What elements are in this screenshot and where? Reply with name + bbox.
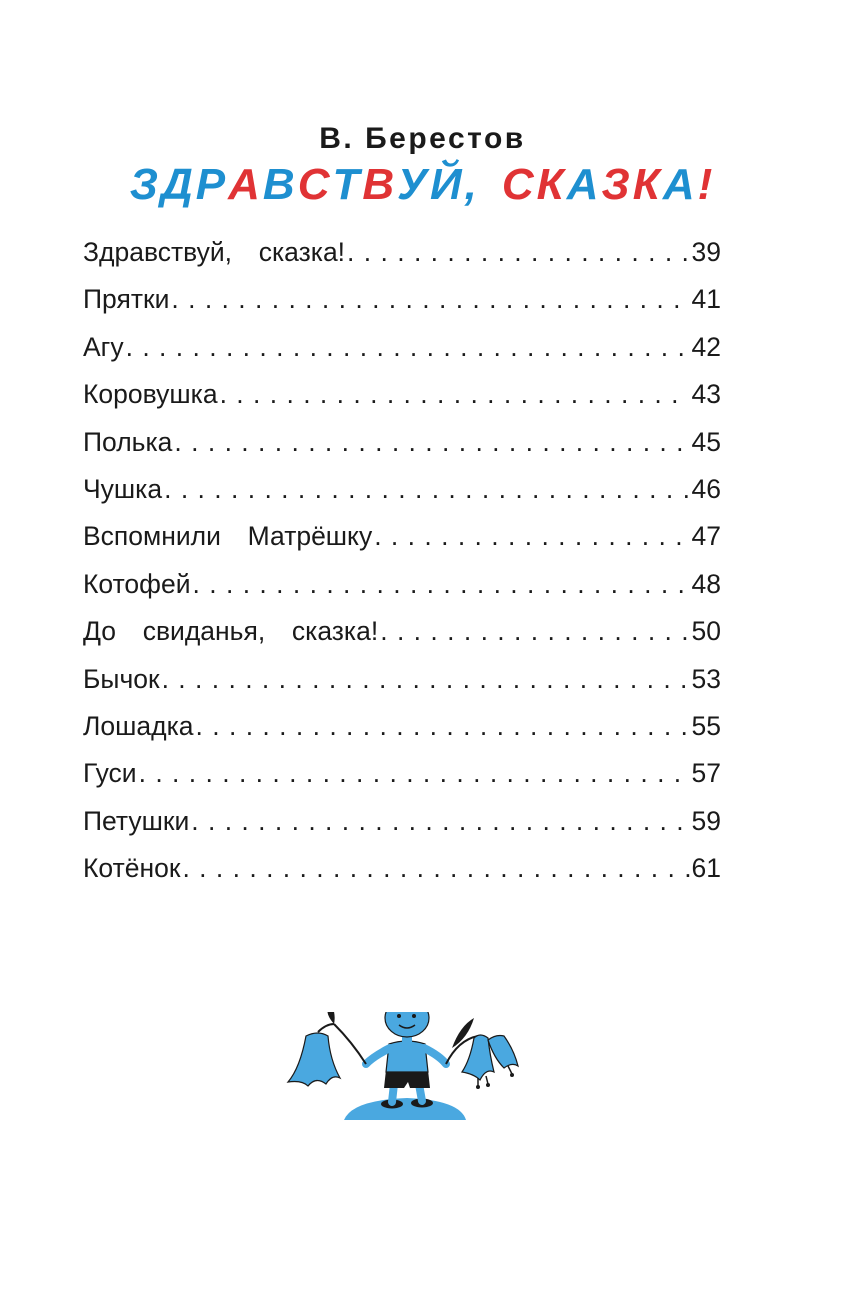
toc-entry[interactable] (83, 703, 721, 750)
right-eye (412, 1014, 416, 1018)
toc-entry-title: Гуси (83, 758, 137, 789)
toc-entry-title: Чушка (83, 473, 163, 504)
toc-entry-page: 47 (691, 521, 721, 552)
author-name: В. Берестов (319, 122, 526, 155)
toc-entry-page: 55 (691, 710, 721, 741)
left-arm (366, 1048, 390, 1064)
title-letter: В (262, 160, 298, 209)
toc-dot-leader (162, 656, 690, 703)
toc-dot-leader (220, 371, 690, 418)
title-letter: З (129, 160, 161, 209)
title-letter: С (297, 160, 333, 209)
toc-dot-leader (193, 561, 690, 608)
toc-entry-title: Агу (83, 331, 124, 362)
toc-entry-title: Бычок (83, 663, 160, 694)
toc-entry-title: До свиданья, сказка! (83, 616, 379, 647)
title-letter: С (501, 160, 537, 209)
book-section-title (0, 160, 845, 210)
toc-dot-leader (182, 845, 689, 892)
toc-dot-leader (191, 798, 689, 845)
toc-dot-leader (374, 513, 689, 560)
toc-entry[interactable] (83, 324, 721, 371)
title-letter: Р (195, 160, 229, 209)
toc-dot-leader (380, 608, 689, 655)
left-bluebell (288, 1033, 340, 1086)
title-letter: А (566, 160, 602, 209)
title-letter: ! (697, 160, 716, 209)
toc-entry-page: 46 (691, 473, 721, 504)
toc-entry[interactable] (83, 419, 721, 466)
title-letter: Й (429, 160, 465, 209)
left-eye (397, 1014, 401, 1018)
toc-entry-page: 53 (691, 663, 721, 694)
toc-dot-leader (164, 466, 689, 513)
title-letter: К (536, 160, 567, 209)
toc-entry[interactable] (83, 466, 721, 513)
head (385, 1012, 429, 1037)
title-letter: К (632, 160, 663, 209)
toc-dot-leader (139, 750, 690, 797)
toc-entry[interactable] (83, 750, 721, 797)
toc-entry-page: 45 (691, 426, 721, 457)
table-of-contents (83, 229, 721, 892)
left-bluebell-stem (318, 1024, 334, 1032)
toc-dot-leader (126, 324, 690, 371)
toc-entry-page: 57 (691, 758, 721, 789)
toc-entry[interactable] (83, 608, 721, 655)
toc-entry-page: 41 (691, 284, 721, 315)
toc-entry-page: 59 (691, 805, 721, 836)
toc-entry-title: Полька (83, 426, 173, 457)
toc-entry[interactable] (83, 656, 721, 703)
toc-entry-title: Котофей (83, 568, 191, 599)
toc-entry-title: Петушки (83, 805, 190, 836)
boy-with-bluebells-illustration (282, 1012, 532, 1127)
toc-entry-page: 39 (691, 237, 721, 267)
toc-entry-title: Котёнок (83, 853, 181, 884)
toc-entry[interactable] (83, 513, 721, 560)
title-letter: , (464, 160, 480, 209)
toc-entry[interactable] (83, 229, 721, 276)
ground-patch (344, 1098, 466, 1120)
left-flower-stem (334, 1024, 366, 1064)
toc-entry-page: 50 (691, 616, 721, 647)
toc-entry-title: Здравствуй, сказка! (83, 237, 346, 267)
title-letter: А (228, 160, 263, 209)
toc-entry-page: 61 (691, 853, 721, 884)
toc-entry[interactable] (83, 371, 721, 418)
toc-entry[interactable] (83, 798, 721, 845)
toc-entry-title: Коровушка (83, 379, 218, 410)
toc-entry[interactable] (83, 561, 721, 608)
toc-entry[interactable] (83, 276, 721, 323)
toc-entry-title: Вспомнили Матрёшку (83, 521, 373, 552)
toc-dot-leader (196, 703, 690, 750)
title-letter: Д (161, 160, 196, 209)
toc-dot-leader (347, 229, 689, 276)
toc-entry-page: 48 (691, 568, 721, 599)
toc-dot-leader (174, 419, 689, 466)
title-letter: У (397, 160, 430, 209)
toc-entry[interactable] (83, 845, 721, 892)
title-letter: В (362, 160, 398, 209)
toc-entry-title: Лошадка (83, 710, 194, 741)
toc-entry-page: 42 (691, 331, 721, 362)
toc-dot-leader (171, 276, 689, 323)
title-letter: А (662, 160, 698, 209)
toc-entry-title: Прятки (83, 284, 170, 315)
shorts (384, 1070, 430, 1088)
left-leaf (327, 1012, 334, 1024)
title-letter: Т (332, 160, 363, 209)
toc-entry-page: 43 (691, 379, 721, 410)
title-letter: З (601, 160, 633, 209)
